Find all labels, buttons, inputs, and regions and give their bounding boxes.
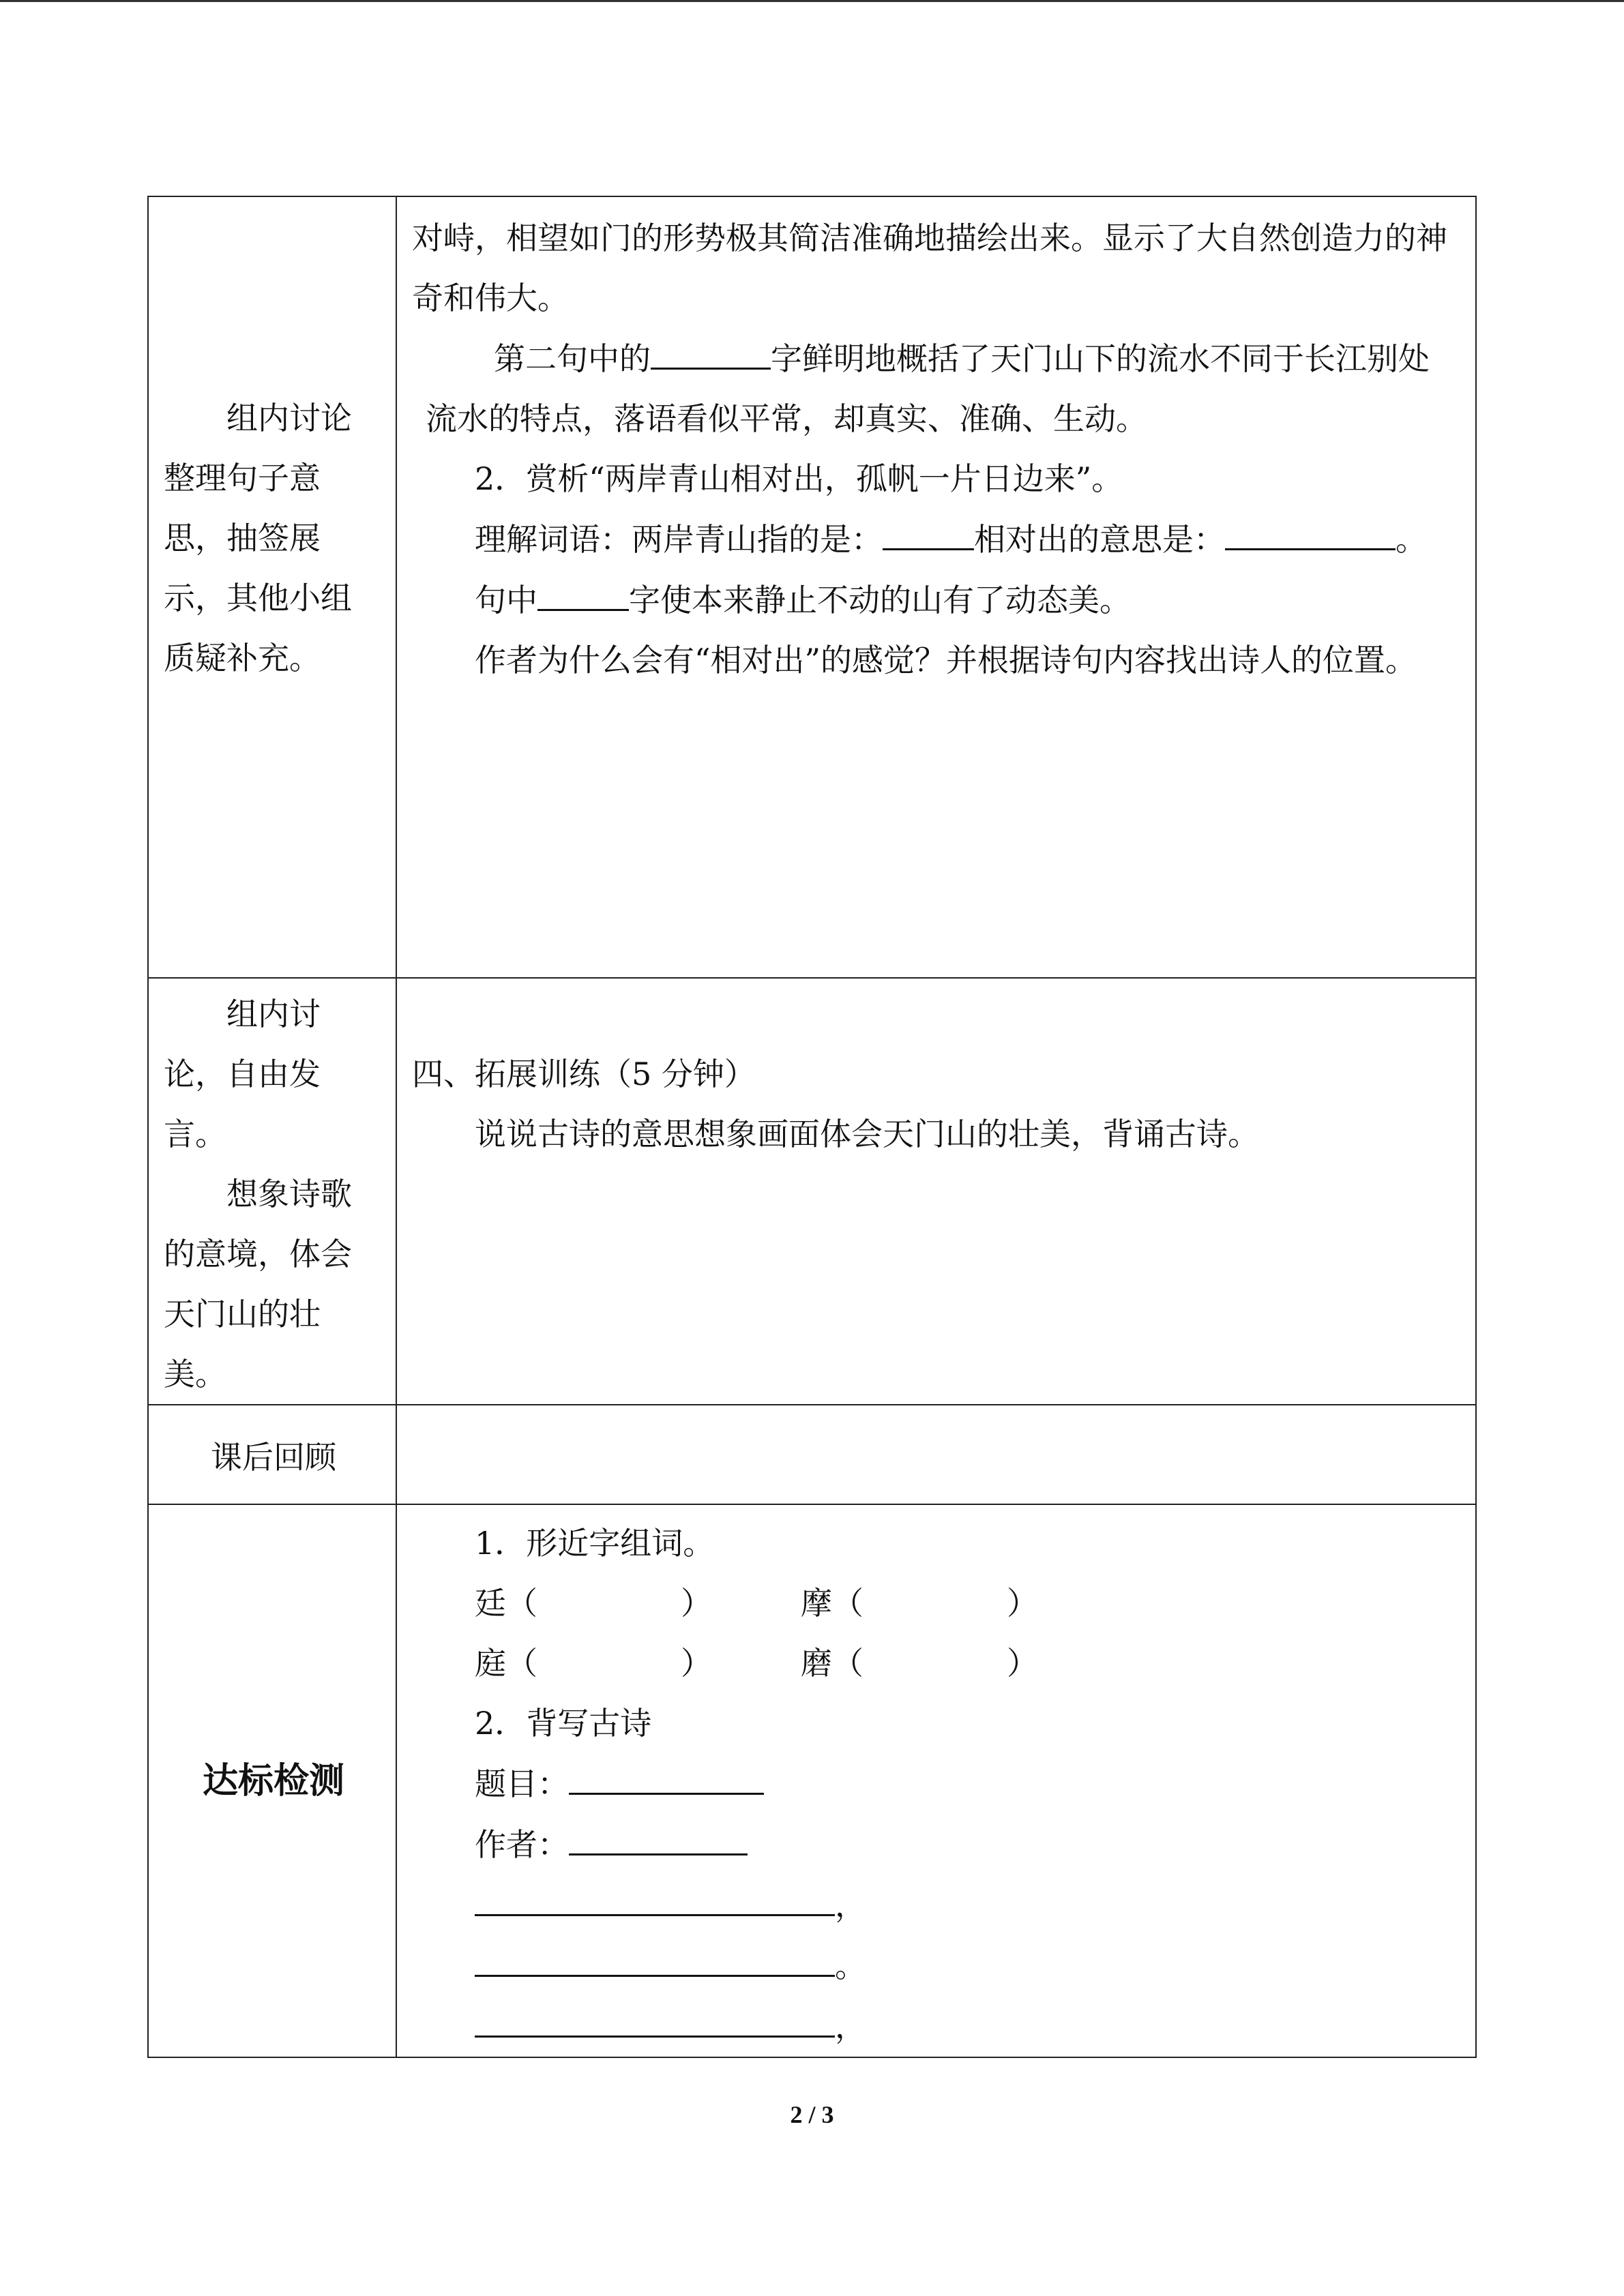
paragraph: [412, 509, 1462, 569]
paragraph: 说说古诗的意思想象画面体会天门山的壮美，背诵古诗。: [475, 1116, 1259, 1152]
poem-line: [475, 1996, 1462, 2057]
lesson-plan-table: [147, 196, 1477, 2058]
paragraph: 流水的特点，落语看似平常，却真实、准确、生动。: [426, 400, 1147, 437]
paren: （: [506, 1645, 537, 1682]
fill-blank[interactable]: [569, 1753, 764, 1795]
table-row: [148, 196, 1476, 978]
top-border-rule: [0, 0, 1624, 2]
fill-blank[interactable]: [883, 509, 974, 550]
fill-blank[interactable]: [475, 1875, 835, 1916]
paragraph: 对峙，相望如门的形势极其简洁准确地描绘出来。显示了大自然创造力的神奇和伟大。: [412, 220, 1447, 316]
punct: ，: [835, 1887, 866, 1924]
paragraph: [412, 569, 1462, 630]
row-label: 课后回顾: [211, 1439, 336, 1476]
char: 廷: [475, 1585, 506, 1622]
text: 句中: [475, 582, 537, 618]
paren: ）: [681, 1645, 712, 1682]
text: 字使本来静止不动的山有了动态美。: [629, 582, 1131, 618]
paren: ）: [681, 1585, 712, 1622]
table-row: [148, 1405, 1476, 1504]
word-row: [475, 1633, 1462, 1693]
side-text: 言。: [164, 1116, 226, 1152]
fill-blank[interactable]: [1225, 509, 1396, 550]
side-cell: [148, 1504, 396, 2057]
row-label: 达标检测: [202, 1760, 344, 1802]
side-text: 组内讨: [226, 996, 321, 1032]
fill-blank[interactable]: [475, 1996, 835, 2038]
paren: ）: [1007, 1585, 1038, 1622]
main-cell: [396, 978, 1476, 1405]
table-row: [148, 1504, 1476, 2057]
side-cell: [148, 196, 396, 978]
fill-blank[interactable]: [569, 1814, 748, 1855]
side-text: 天门山的壮: [164, 1296, 321, 1332]
poem-line: [475, 1935, 1462, 1996]
main-cell: [396, 1504, 1476, 2057]
question: 1．形近字组词。: [475, 1525, 715, 1562]
text: 相对出的意思是：: [974, 521, 1225, 558]
text: 字鲜明地概括了天门山下的流水不同于长江别处: [771, 340, 1430, 377]
paragraph: 作者为什么会有“相对出”的感觉？并根据诗句内容找出诗人的位置。: [475, 642, 1417, 679]
fill-blank[interactable]: [537, 569, 629, 611]
main-cell: [396, 1405, 1476, 1504]
section-heading: 四、拓展训练（5 分钟）: [412, 1056, 756, 1092]
fill-blank[interactable]: [651, 328, 771, 370]
question: 2．背写古诗: [475, 1705, 652, 1742]
char: 摩: [801, 1585, 832, 1622]
main-cell: [396, 196, 1476, 978]
author-line: [475, 1814, 1462, 1875]
side-text: 思，抽签展: [164, 520, 321, 556]
label: 题目：: [475, 1765, 569, 1802]
side-text: 论，自由发: [164, 1056, 321, 1092]
table-row: [148, 978, 1476, 1405]
page-number: 2 / 3: [790, 2101, 834, 2128]
text: 理解词语：两岸青山指的是：: [475, 521, 883, 558]
title-line: [475, 1753, 1462, 1814]
paragraph: 2．赏析“两岸青山相对出，孤帆一片日边来”。: [475, 460, 1123, 497]
side-text: 组内讨论: [226, 400, 352, 436]
text: 第二句中的: [494, 340, 651, 377]
side-cell: [148, 978, 396, 1405]
paren: ）: [1007, 1645, 1038, 1682]
paren: （: [832, 1645, 863, 1682]
punct: 。: [835, 1948, 866, 1984]
poem-line: [475, 1875, 1462, 1935]
char: 庭: [475, 1645, 506, 1682]
paren: （: [832, 1585, 863, 1622]
side-text: 整理句子意: [164, 460, 321, 496]
side-text: 美。: [164, 1356, 226, 1392]
side-text: 想象诗歌: [226, 1176, 352, 1212]
paragraph: [412, 328, 1462, 389]
fill-blank[interactable]: [475, 1935, 835, 1977]
word-row: [475, 1573, 1462, 1633]
char: 磨: [801, 1645, 832, 1682]
punct: ，: [835, 2008, 866, 2045]
side-cell: [148, 1405, 396, 1504]
side-text: 质疑补充。: [164, 640, 321, 676]
paren: （: [506, 1585, 537, 1622]
text: 。: [1396, 521, 1427, 558]
side-text: 示，其他小组: [164, 580, 352, 616]
side-text: 的意境，体会: [164, 1236, 352, 1272]
label: 作者：: [475, 1826, 569, 1863]
